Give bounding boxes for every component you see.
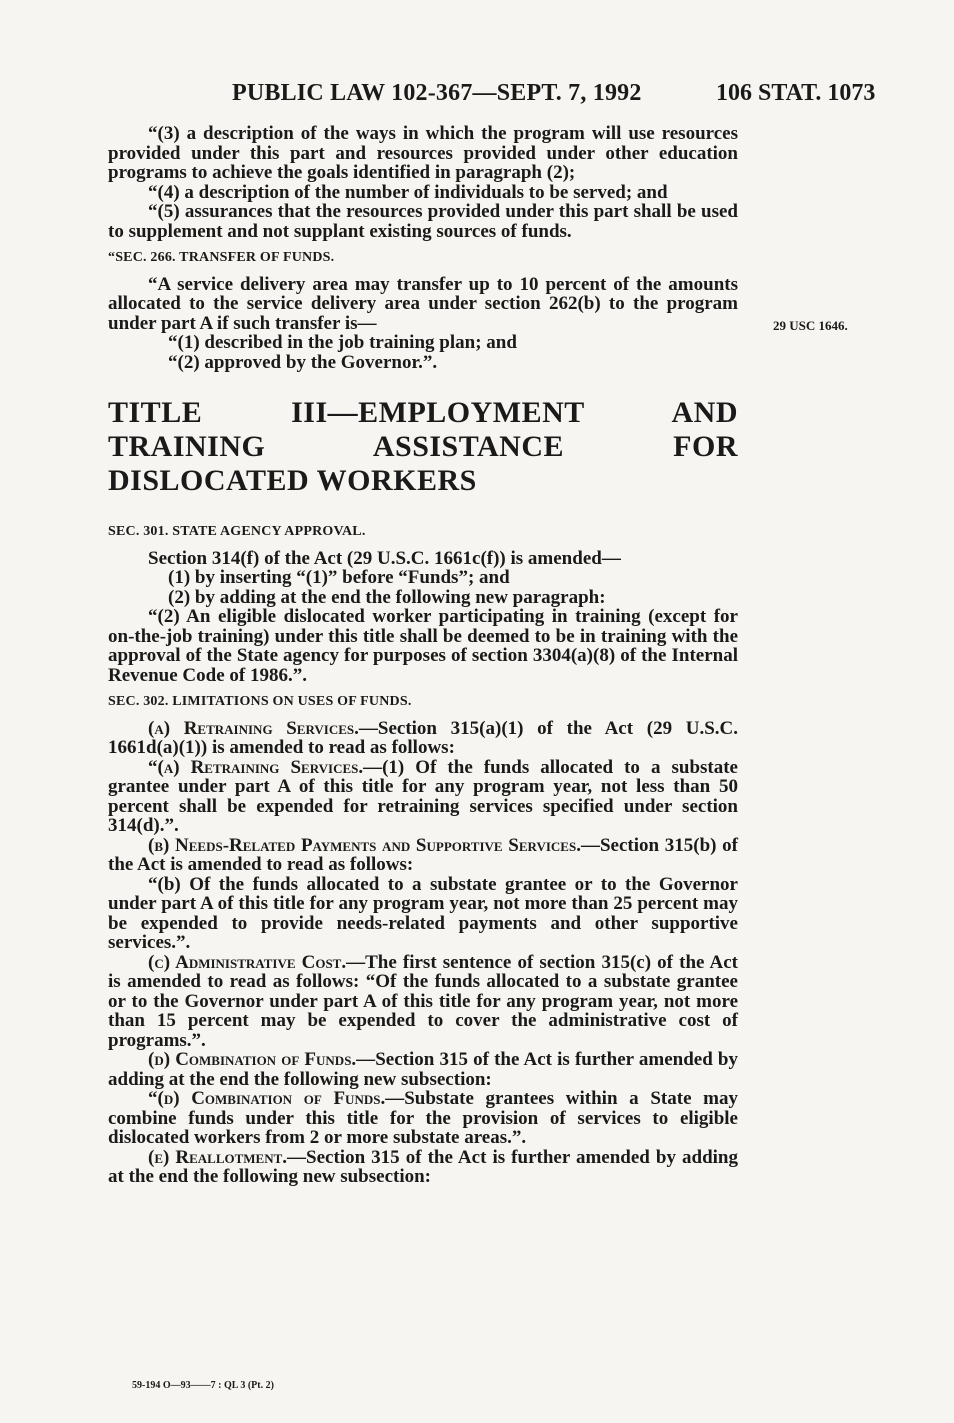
paragraph (108, 719, 738, 758)
subsection-label: (a) Retraining Services.— (148, 717, 378, 739)
paragraph: (2) by adding at the end the following new paragraph: (168, 586, 606, 608)
paragraph: “(2) approved by the Governor.”. (168, 351, 438, 373)
subsection-text: Substate grantees within a State may combine funds under this title for the provision of services to eligible dislocated workers from 2 or more substate areas.”. (108, 1088, 738, 1148)
subsection-text: Section 315 of the Act is further amended by adding at the end the following new subsection: (108, 1049, 738, 1090)
subsection-label: (e) Reallotment.— (148, 1146, 307, 1168)
subsection-label: (c) Administrative Cost.— (148, 951, 366, 973)
subsection-text: Section 315(b) of the Act is amended to read as follows: (108, 834, 739, 875)
page-number: 106 STAT. 1073 (716, 80, 876, 106)
margin-note-citation: 29 USC 1646. (773, 318, 848, 333)
subsection-label: “(a) Retraining Services.— (148, 756, 383, 778)
paragraph: “A service delivery area may transfer up to 10 percent of the amounts allocated to the service delivery area under section 262(b) to the program under part A if such transfer is— (108, 273, 738, 334)
subsection-text: (1) Of the funds allocated to a substate grantee under part A of this title for any program year, not less than 50 percent shall be expended for retraining services specified under section 314(d).”. (108, 756, 738, 836)
subsection-text: The first sentence of section 315(c) of the Act is amended to read as follows: “Of the funds allocated to a substate grantee or to the Governor under part A of this title for any program year, not more than 15 percent may be expended to cover the administrative cost of programs.”. (108, 951, 738, 1051)
subsection-label: (d) Combination of Funds.— (148, 1049, 376, 1070)
document-body (108, 124, 738, 1187)
subsection-text: Section 315 of the Act is further amended by adding at the end the following new subsection: (108, 1146, 738, 1187)
paragraph: “(4) a description of the number of individuals to be served; and (148, 181, 668, 203)
paragraph: “(3) a description of the ways in which the program will use resources provided under this part and resources provided under other education programs to achieve the goals identified in paragraph (2); (108, 123, 738, 183)
paragraph (108, 953, 738, 1051)
title-heading: TITLE III—EMPLOYMENT AND TRAINING ASSISTANCE FOR DISLOCATED WORKERS (108, 396, 738, 497)
subsection-label: (b) Needs-Related Payments and Supportive Services.— (148, 834, 600, 856)
paragraph (108, 836, 738, 875)
section-heading: SEC. 301. STATE AGENCY APPROVAL. (108, 524, 366, 539)
paragraph: “(2) An eligible dislocated worker participating in training (except for on-the-job training) under this title shall be deemed to be in training with the approval of the State agency for purposes of section 3304(a)(8) of the Internal Revenue Code of 1986.”. (108, 606, 738, 686)
paragraph (108, 1089, 738, 1148)
page-footer-code: 59-194 O—93——7 : QL 3 (Pt. 2) (132, 1380, 274, 1391)
paragraph (108, 1050, 738, 1089)
paragraph: “(1) described in the job training plan; and (168, 332, 517, 353)
section-heading: “SEC. 266. TRANSFER OF FUNDS. (108, 250, 335, 265)
subsection-text: Section 315(a)(1) of the Act (29 U.S.C. 1661d(a)(1)) is amended to read as follows: (108, 717, 738, 758)
paragraph: “(b) Of the funds allocated to a substate grantee or to the Governor under part A of this title for any program year, not more than 25 percent may be expended to provide needs-related payments and other supportive services.”. (108, 873, 738, 953)
subsection-label: “(d) Combination of Funds.— (148, 1088, 405, 1109)
paragraph: Section 314(f) of the Act (29 U.S.C. 1661c(f)) is amended— (148, 547, 621, 569)
section-heading: SEC. 302. LIMITATIONS ON USES OF FUNDS. (108, 694, 412, 709)
paragraph (108, 1148, 738, 1187)
paragraph: “(5) assurances that the resources provided under this part shall be used to supplement and not supplant existing sources of funds. (108, 201, 738, 242)
paragraph (108, 758, 738, 836)
paragraph: (1) by inserting “(1)” before “Funds”; and (168, 567, 510, 588)
page-header-title: PUBLIC LAW 102-367—SEPT. 7, 1992 (232, 80, 642, 106)
